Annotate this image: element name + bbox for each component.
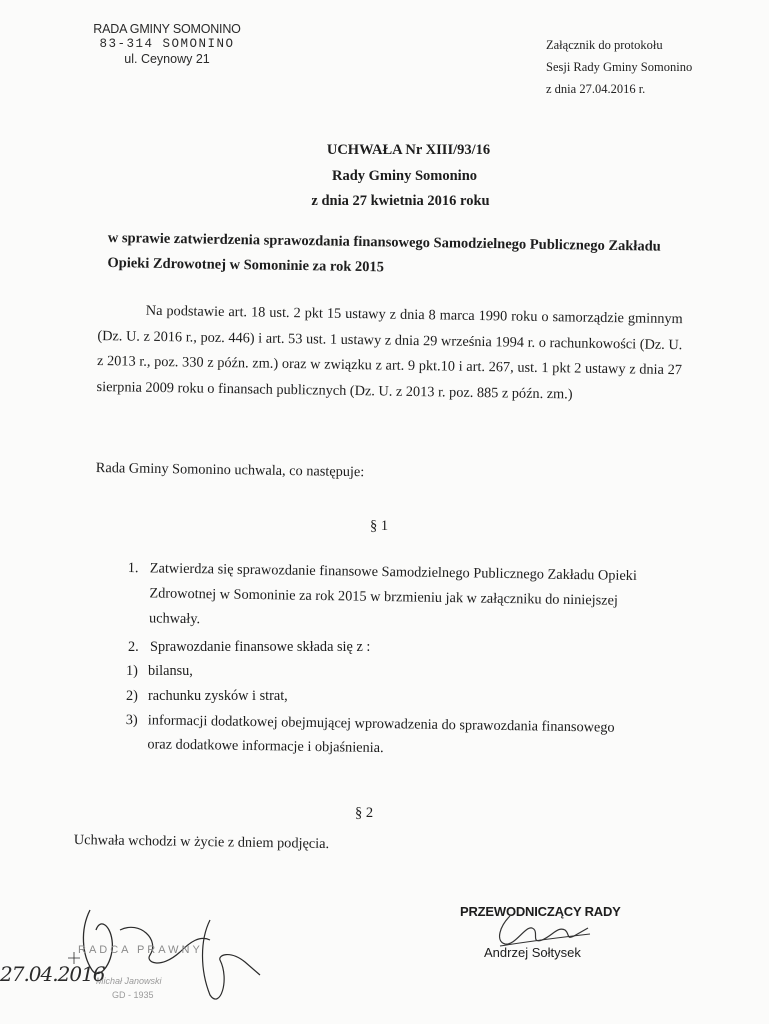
resolution-subject: w sprawie zatwierdzenia sprawozdania finansowego Samodzielnego Publicznego Zakładu Opieki Zdrowotnej w Somoninie za rok 2015 [107, 229, 661, 276]
sub-2-text: rachunku zysków i strat, [148, 688, 288, 704]
attachment-line-2: Sesji Rady Gminy Somonino [546, 60, 693, 74]
section-2-text: Uchwała wchodzi w życie z dniem podjęcia. [73, 832, 330, 853]
stamp-line-2: 83-314 SOMONINO [99, 37, 235, 51]
legal-advisor-stamp: RADCA PRAWNY [78, 944, 203, 956]
sub-3-line-1: informacji dodatkowej obejmującej wprowadzenia do sprawozdania finansowego [147, 712, 615, 736]
resolution-issuer: Rady Gminy Somonino [331, 168, 478, 184]
section-2-heading: § 2 [355, 805, 374, 821]
attachment-line-1: Załącznik do protokołu [546, 38, 663, 52]
item-1-number: 1. [127, 559, 139, 577]
item-2-text: Sprawozdanie finansowe składa się z : [150, 639, 371, 655]
attachment-note [546, 34, 692, 100]
item-1-line-2: Zdrowotnej w Somoninie za rok 2015 w brzmieniu jak w załączniku do niniejszej [149, 585, 618, 609]
list-item [126, 684, 426, 709]
chairman-signature [470, 906, 610, 956]
sub-1-number: 1) [126, 663, 138, 679]
resolution-intro: Rada Gminy Somonino uchwala, co następuje: [95, 460, 365, 481]
item-2-number: 2. [128, 639, 139, 655]
item-1-line-1: Zatwierdza się sprawozdanie finansowe Samodzielnego Publicznego Zakładu Opieki [149, 560, 637, 584]
list-item [128, 635, 528, 660]
resolution-title: UCHWAŁA Nr XIII/93/16 [326, 142, 491, 158]
item-1-line-3: uchwały. [148, 610, 201, 628]
handwritten-date: 27.04.2016 [0, 962, 105, 986]
legal-advisor-stamp-name: Michał Janowski [96, 976, 162, 986]
resolution-date: z dnia 27 kwietnia 2016 roku [311, 193, 490, 209]
attachment-line-3: z dnia 27.04.2016 r. [546, 82, 646, 96]
chairman-title: PRZEWODNICZĄCY RADY [460, 904, 621, 919]
legal-basis [96, 298, 683, 409]
legal-advisor-signature [60, 900, 310, 1020]
sub-3-line-2: oraz dodatkowe informacje i objaśnienia. [147, 736, 384, 757]
office-stamp [82, 22, 252, 67]
list-item [125, 708, 686, 772]
legal-basis-text: Na podstawie art. 18 ust. 2 pkt 15 ustawy z dnia 8 marca 1990 roku o samorządzie gminnym (Dz. U. z 2016 r., poz. 446) i art. 53 ust. 1 ustawy z dnia 29 września 1994 r. o rachunkowości (Dz. U. z 2013 r., poz. 330 z późn. zm.) oraz w związku z art. 9 pkt.10 i art. 267, ust. 1 pkt 2 ustawy z dnia 27 sierpnia 2009 roku o finansach publicznych (Dz. U. z 2013 r. poz. 885 z późn. zm.) [96, 302, 683, 402]
stamp-line-1: RADA GMINY SOMONINO [93, 22, 241, 36]
chairman-name: Andrzej Sołtysek [484, 945, 581, 960]
stamp-line-3: ul. Ceynowy 21 [124, 52, 210, 66]
list-item [127, 556, 688, 645]
legal-advisor-stamp-number: GD - 1935 [112, 990, 154, 1000]
list-item [126, 659, 426, 684]
sub-3-number: 3) [125, 711, 138, 729]
sub-1-text: bilansu, [148, 663, 193, 679]
section-1-heading: § 1 [370, 518, 389, 534]
sub-2-number: 2) [126, 688, 138, 704]
